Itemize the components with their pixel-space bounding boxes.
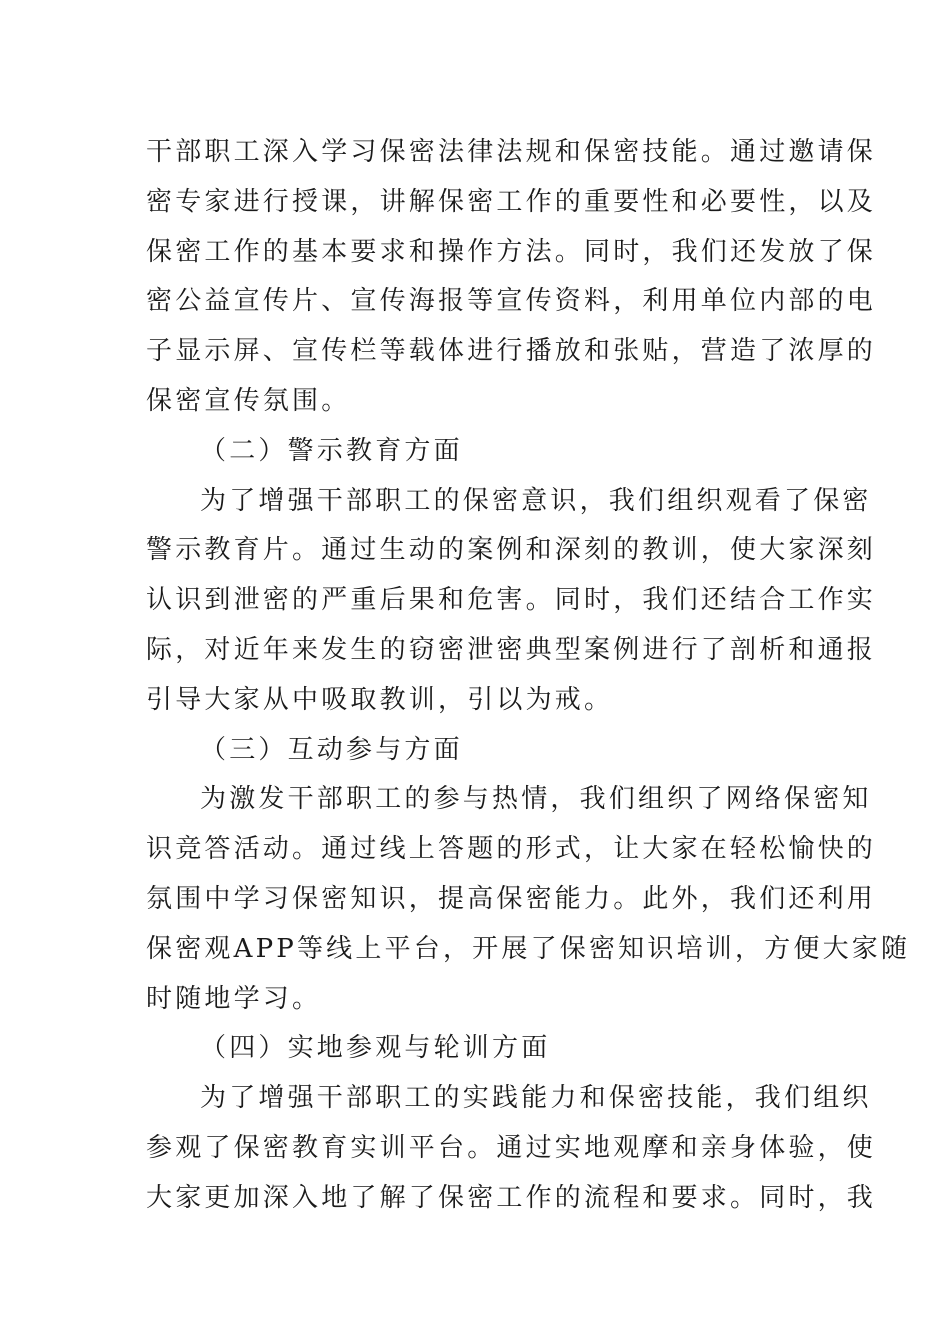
paragraph-line: 时随地学习。	[146, 983, 322, 1014]
paragraph-line: 保密工作的基本要求和操作方法。同时，我们还发放了保	[146, 236, 877, 267]
paragraph-line: 保密宣传氛围。	[146, 385, 351, 416]
paragraph-line: 密专家进行授课，讲解保密工作的重要性和必要性，以及	[146, 186, 877, 217]
paragraph-line: 警示教育片。通过生动的案例和深刻的教训，使大家深刻	[146, 535, 877, 566]
section-heading-interactive-participation: （三）互动参与方面	[200, 734, 463, 765]
paragraph-line: 参观了保密教育实训平台。通过实地观摩和亲身体验，使	[146, 1132, 877, 1163]
section-heading-site-visit-training: （四）实地参观与轮训方面	[200, 1033, 551, 1064]
paragraph-first-line: 为了增强干部职工的实践能力和保密技能，我们组织	[200, 1083, 872, 1114]
paragraph-line: 氛围中学习保密知识，提高保密能力。此外，我们还利用	[146, 883, 877, 914]
paragraph-line: 大家更加深入地了解了保密工作的流程和要求。同时，我	[146, 1182, 877, 1213]
paragraph-line: 子显示屏、宣传栏等载体进行播放和张贴，营造了浓厚的	[146, 336, 877, 367]
paragraph-line: 保密观APP等线上平台，开展了保密知识培训，方便大家随	[146, 933, 911, 964]
paragraph-line: 引导大家从中吸取教训，引以为戒。	[146, 684, 614, 715]
paragraph-first-line: 为了增强干部职工的保密意识，我们组织观看了保密	[200, 485, 872, 516]
paragraph-line: 识竞答活动。通过线上答题的形式，让大家在轻松愉快的	[146, 834, 877, 865]
paragraph-line: 际，对近年来发生的窃密泄密典型案例进行了剖析和通报	[146, 634, 877, 665]
document-body	[146, 128, 911, 1224]
section-heading-warning-education: （二）警示教育方面	[200, 435, 463, 466]
paragraph-line: 干部职工深入学习保密法律法规和保密技能。通过邀请保	[146, 137, 877, 167]
paragraph-line: 密公益宣传片、宣传海报等宣传资料，利用单位内部的电	[146, 286, 877, 317]
paragraph-first-line: 为激发干部职工的参与热情，我们组织了网络保密知	[200, 784, 872, 815]
paragraph-line: 认识到泄密的严重后果和危害。同时，我们还结合工作实	[146, 585, 877, 616]
